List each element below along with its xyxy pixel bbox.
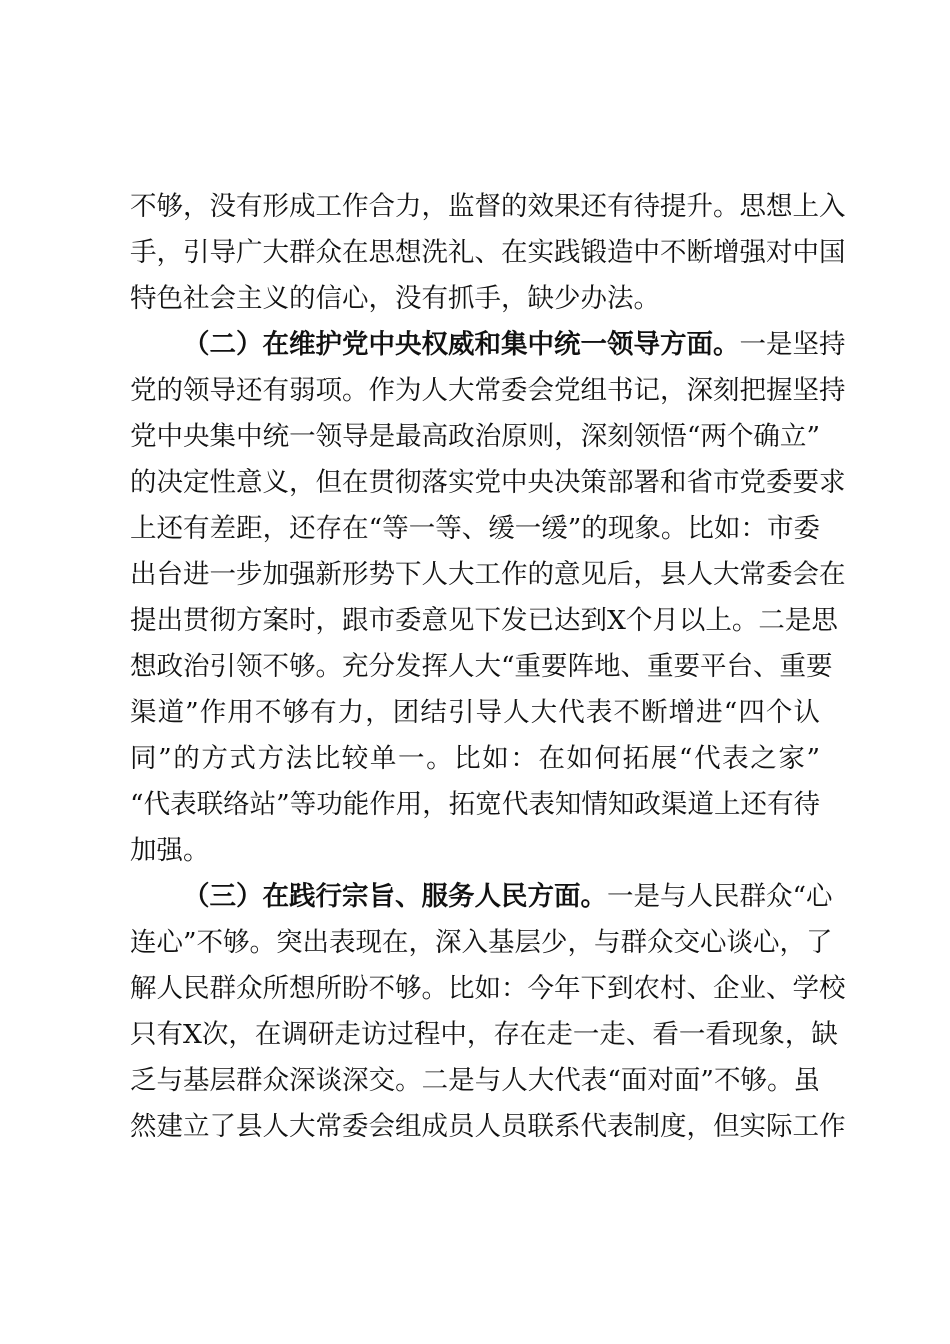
- paragraph-line: 想政治引领不够。充分发挥人大“重要阵地、重要平台、重要: [130, 651, 833, 682]
- paragraph-line: 解人民群众所想所盼不够。比如：今年下到农村、企业、学校: [130, 973, 846, 1004]
- paragraph-line: 手，引导广大群众在思想洗礼、在实践锻造中不断增强对中国: [130, 237, 846, 268]
- section-heading: （三）在践行宗旨、服务人民方面。: [183, 881, 607, 912]
- paragraph-line: 提出贯彻方案时，跟市委意见下发已达到X个月以上。二是思: [130, 605, 838, 636]
- paragraph-line: 加强。: [130, 835, 210, 866]
- paragraph-line: “代表联络站”等功能作用，拓宽代表知情知政渠道上还有待: [130, 789, 820, 820]
- paragraph-line: 不够，没有形成工作合力，监督的效果还有待提升。思想上入: [130, 191, 846, 222]
- paragraph-line-text: 一是坚持: [739, 329, 846, 360]
- paragraph-line: 党的领导还有弱项。作为人大常委会党组书记，深刻把握坚持: [130, 375, 846, 406]
- section-heading: （二）在维护党中央权威和集中统一领导方面。: [183, 329, 740, 360]
- paragraph-line: 乏与基层群众深谈深交。二是与人大代表“面对面”不够。虽: [130, 1065, 820, 1096]
- paragraph-line: 出台进一步加强新形势下人大工作的意见后，县人大常委会在: [130, 559, 846, 590]
- paragraph-line: 只有X次，在调研走访过程中，存在走一走、看一看现象，缺: [130, 1019, 838, 1050]
- paragraph-line: 党中央集中统一领导是最高政治原则，深刻领悟“两个确立”: [130, 421, 820, 452]
- paragraph-line: 连心”不够。突出表现在，深入基层少，与群众交心谈心，了: [130, 927, 833, 958]
- paragraph-line: 特色社会主义的信心，没有抓手，缺少办法。: [130, 283, 660, 314]
- paragraph-first-line: [183, 325, 846, 365]
- paragraph-line: 上还有差距，还存在“等一等、缓一缓”的现象。比如：市委: [130, 513, 820, 544]
- paragraph-line: 渠道”作用不够有力，团结引导人大代表不断增进“四个认: [130, 697, 820, 728]
- paragraph-line: 然建立了县人大常委会组成员人员联系代表制度，但实际工作: [130, 1111, 846, 1142]
- paragraph-line: 的决定性意义，但在贯彻落实党中央决策部署和省市党委要求: [130, 467, 846, 498]
- paragraph-first-line: [183, 877, 833, 917]
- paragraph-line-text: 一是与人民群众“心: [607, 881, 833, 912]
- paragraph-line: 同”的方式方法比较单一。比如：在如何拓展“代表之家”: [130, 743, 820, 774]
